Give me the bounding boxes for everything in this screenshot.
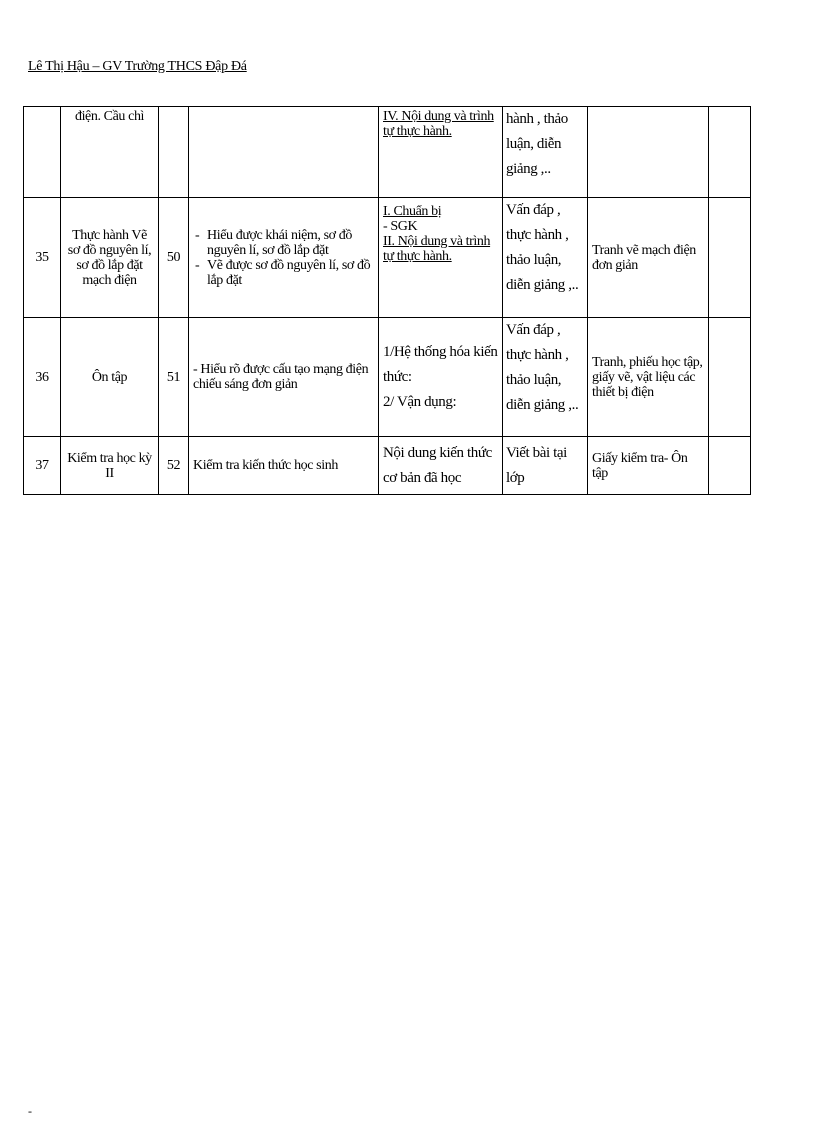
content-line: 2/ Vận dụng: bbox=[383, 393, 457, 410]
table-row bbox=[24, 198, 751, 318]
cell-period: 51 bbox=[159, 318, 189, 437]
cell-content bbox=[379, 318, 503, 437]
cell-objectives bbox=[189, 198, 379, 318]
cell-no: 35 bbox=[24, 198, 61, 318]
table-row bbox=[24, 107, 751, 198]
cell-materials bbox=[588, 107, 709, 198]
cell-materials: Giấy kiểm tra- Ôn tập bbox=[588, 437, 709, 495]
cell-method: hành , thảo luận, diễn giảng ,.. bbox=[503, 107, 588, 198]
cell-period: 52 bbox=[159, 437, 189, 495]
cell-note bbox=[709, 198, 751, 318]
cell-content bbox=[379, 198, 503, 318]
cell-note bbox=[709, 437, 751, 495]
cell-objectives bbox=[189, 107, 379, 198]
page-header: Lê Thị Hậu – GV Trường THCS Đập Đá bbox=[28, 59, 247, 74]
lesson-plan-table bbox=[23, 106, 751, 495]
cell-no: 37 bbox=[24, 437, 61, 495]
cell-content: Nội dung kiến thức cơ bản đã học bbox=[379, 437, 503, 495]
content-line: 1/Hệ thống hóa kiến thức: bbox=[383, 343, 498, 385]
cell-method: Vấn đáp , thực hành , thảo luận, diễn giảng ,.. bbox=[503, 198, 588, 318]
content-line: II. Nội dung và trình tự thực hành. bbox=[383, 234, 491, 264]
objective-item: - Vẽ được sơ đồ nguyên lí, sơ đồ lắp đặt bbox=[207, 258, 374, 288]
cell-materials: Tranh vẽ mạch điện đơn giản bbox=[588, 198, 709, 318]
cell-objectives: - Hiểu rõ được cấu tạo mạng điện chiếu sáng đơn giản bbox=[189, 318, 379, 437]
footer-mark: - bbox=[28, 1104, 32, 1118]
cell-method: Vấn đáp , thực hành , thảo luận, diễn giảng ,.. bbox=[503, 318, 588, 437]
objective-item: - Hiểu được khái niệm, sơ đồ nguyên lí, sơ đồ lắp đặt bbox=[207, 228, 374, 258]
cell-note bbox=[709, 107, 751, 198]
cell-lesson: Thực hành Vẽ sơ đồ nguyên lí, sơ đồ lắp đặt mạch điện bbox=[61, 198, 159, 318]
cell-lesson: Ôn tập bbox=[61, 318, 159, 437]
cell-period bbox=[159, 107, 189, 198]
content-line: - SGK bbox=[383, 219, 418, 234]
cell-lesson: điện. Cầu chì bbox=[61, 107, 159, 198]
table-row bbox=[24, 437, 751, 495]
cell-no: 36 bbox=[24, 318, 61, 437]
cell-note bbox=[709, 318, 751, 437]
cell-no bbox=[24, 107, 61, 198]
cell-period: 50 bbox=[159, 198, 189, 318]
cell-lesson: Kiểm tra học kỳ II bbox=[61, 437, 159, 495]
cell-materials: Tranh, phiếu học tập, giấy vẽ, vật liệu các thiết bị điện bbox=[588, 318, 709, 437]
content-line: IV. Nội dung và trình tự thực hành. bbox=[383, 109, 494, 139]
cell-content bbox=[379, 107, 503, 198]
cell-method: Viết bài tại lớp bbox=[503, 437, 588, 495]
cell-objectives: Kiểm tra kiến thức học sinh bbox=[189, 437, 379, 495]
content-line: I. Chuẩn bị bbox=[383, 204, 442, 219]
table-row bbox=[24, 318, 751, 437]
